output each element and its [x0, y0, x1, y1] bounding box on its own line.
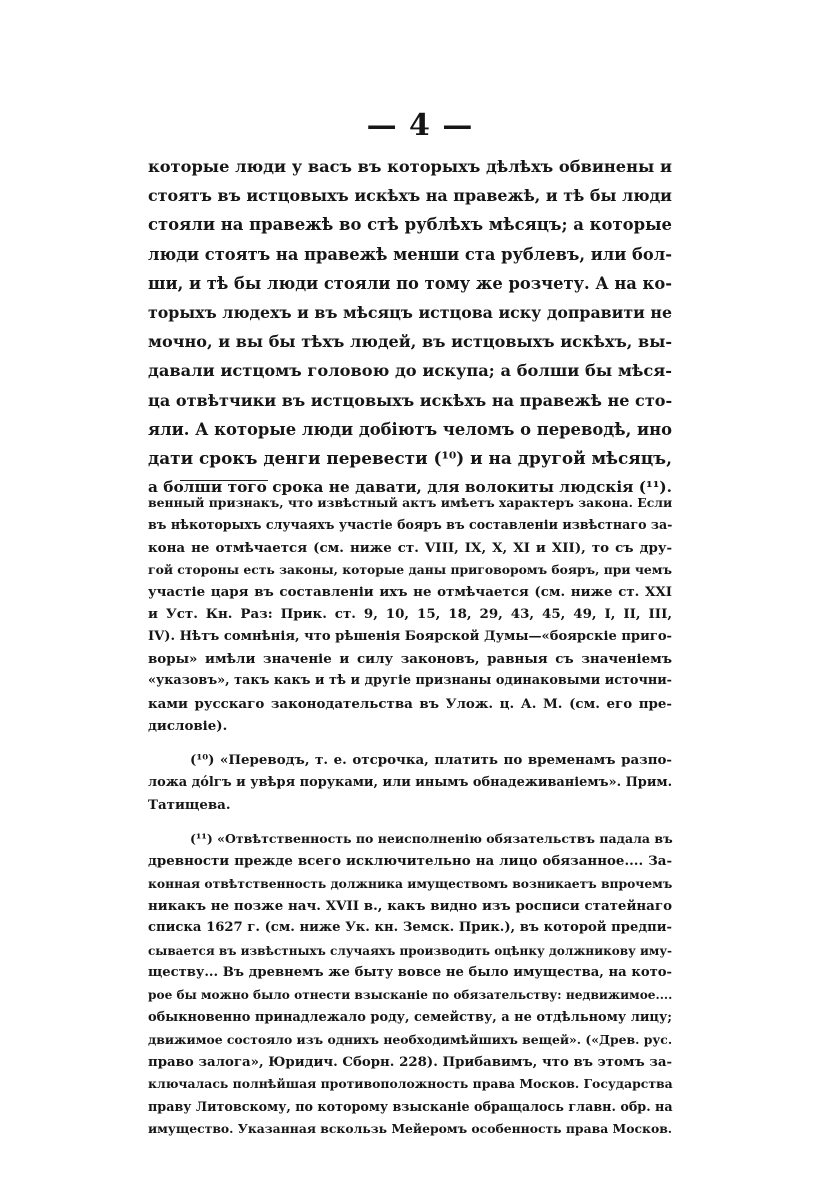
footnote-line: никакъ не позже нач. XVII в., какъ видно изъ росписи статейнаго: [148, 898, 672, 915]
footnote-line: участіе царя въ составленіи ихъ не отмѣчается (см. ниже ст. XXI: [148, 584, 672, 601]
footnote-line: «указовъ», такъ какъ и тѣ и другіе признаны одинаковыми источни-: [148, 673, 672, 689]
main-text-line: а болши того срока не давати, для волокиты людскія (¹¹).: [148, 478, 672, 497]
main-text-line: ца отвѣтчики въ истцовыхъ искѣхъ на правежѣ не сто-: [148, 390, 673, 410]
main-text-line: яли. А которые люди добіютъ челомъ о переводѣ, ино: [148, 419, 672, 439]
main-text-line: торыхъ людехъ и въ мѣсяцъ истцова иску доправити не: [148, 303, 672, 323]
footnote-line: воры» имѣли значеніе и силу законовъ, равныя съ значеніемъ: [148, 651, 672, 668]
footnote-line: праву Литовскому, по которому взысканіе обращалось главн. обр. на: [148, 1098, 673, 1114]
footnote-line: ложа дólгъ и увѣря поруками, или инымъ обнадеживаніемъ». Прим.: [148, 774, 673, 790]
footnote-line: въ нѣкоторыхъ случаяхъ участіе бояръ въ составленіи извѣстнаго за-: [148, 517, 673, 533]
footnotes: [148, 492, 672, 1140]
footnote-line: (¹⁰) «Переводъ, т. е. отсрочка, платить по временамъ разпо-: [190, 752, 672, 769]
footnote-line: списка 1627 г. (см. ниже Ук. кн. Земск. Прик.), въ которой предпи-: [148, 920, 672, 936]
footnote-line: кона не отмѣчается (см. ниже ст. VIII, IX, X, XI и XII), то съ дру-: [148, 539, 672, 556]
main-text-line: которые люди у васъ въ которыхъ дѣлѣхъ обвинены и: [148, 157, 672, 176]
footnote-9-continuation: [148, 492, 672, 737]
footnote-line: и Уст. Кн. Раз: Прик. ст. 9, 10, 15, 18, 29, 43, 45, 49, I, II, III,: [148, 606, 672, 623]
footnote-line: Татищева.: [148, 796, 231, 813]
page-number: — 4 —: [366, 108, 474, 143]
main-text-line: стояли на правежѣ во стѣ рублѣхъ мѣсяцъ; а которые: [148, 215, 672, 235]
main-text-line: ши, и тѣ бы люди стояли по тому же розчету. А на ко-: [148, 273, 672, 293]
main-text-line: мочно, и вы бы тѣхъ людей, въ истцовыхъ искѣхъ, вы-: [148, 332, 672, 352]
footnote-line: (¹¹) «Отвѣтственность по неисполненію обязательствъ падала въ: [190, 831, 673, 847]
footnote-separator: [180, 480, 268, 481]
footnote-line: рое бы можно было отнести взысканіе по обязательству: недвижимое....: [148, 988, 673, 1003]
footnote-10: [148, 749, 672, 816]
footnote-line: IV). Нѣтъ сомнѣнія, что рѣшенія Боярской Думы—«боярскіе приго-: [148, 628, 672, 644]
footnote-line: ками русскаго законодательства въ Улож. ц. А. М. (см. его пре-: [148, 695, 672, 712]
footnote-line: древности прежде всего исключительно на лицо обязанное.... За-: [148, 853, 672, 870]
footnote-line: дисловіе).: [148, 717, 228, 734]
main-text-line: люди стоятъ на правежѣ менши ста рублевъ, или бол-: [148, 244, 672, 264]
footnote-line: ществу... Въ древнемъ же быту вовсе не было имущества, на кото-: [148, 964, 672, 980]
footnote-line: сывается въ извѣстныхъ случаяхъ производить оцѣнку должникову иму-: [148, 943, 672, 958]
footnote-line: движимое состояло изъ однихъ необходимѣйшихъ вещей». («Древ. рус.: [148, 1031, 673, 1047]
main-text-line: стоятъ въ истцовыхъ искѣхъ на правежѣ, и тѣ бы люди: [148, 186, 672, 206]
footnote-line: конная отвѣтственность должника имуществомъ возникаетъ впрочемъ: [148, 875, 673, 891]
footnote-line: ключалась полнѣйшая противоположность права Москов. Государства: [148, 1076, 673, 1092]
main-text-line: дати срокъ денги перевести (¹⁰) и на другой мѣсяцъ,: [148, 448, 672, 469]
footnote-line: обыкновенно принадлежало роду, семейству, а не отдѣльному лицу;: [148, 1009, 672, 1025]
footnote-line: венный признакъ, что извѣстный актъ имѣетъ характеръ закона. Если: [148, 495, 673, 510]
main-text: [148, 152, 672, 502]
footnote-line: имущество. Указанная вскользь Мейеромъ особенность права Москов.: [148, 1121, 673, 1137]
footnote-11: [148, 828, 672, 1140]
footnote-line: право залога», Юридич. Сборн. 228). Прибавимъ, что въ этомъ за-: [148, 1054, 672, 1071]
footnote-line: гой стороны есть законы, которые даны приговоромъ бояръ, при чемъ: [148, 561, 672, 577]
main-text-line: давали истцомъ головою до искупа; а болши бы мѣся-: [148, 361, 672, 381]
